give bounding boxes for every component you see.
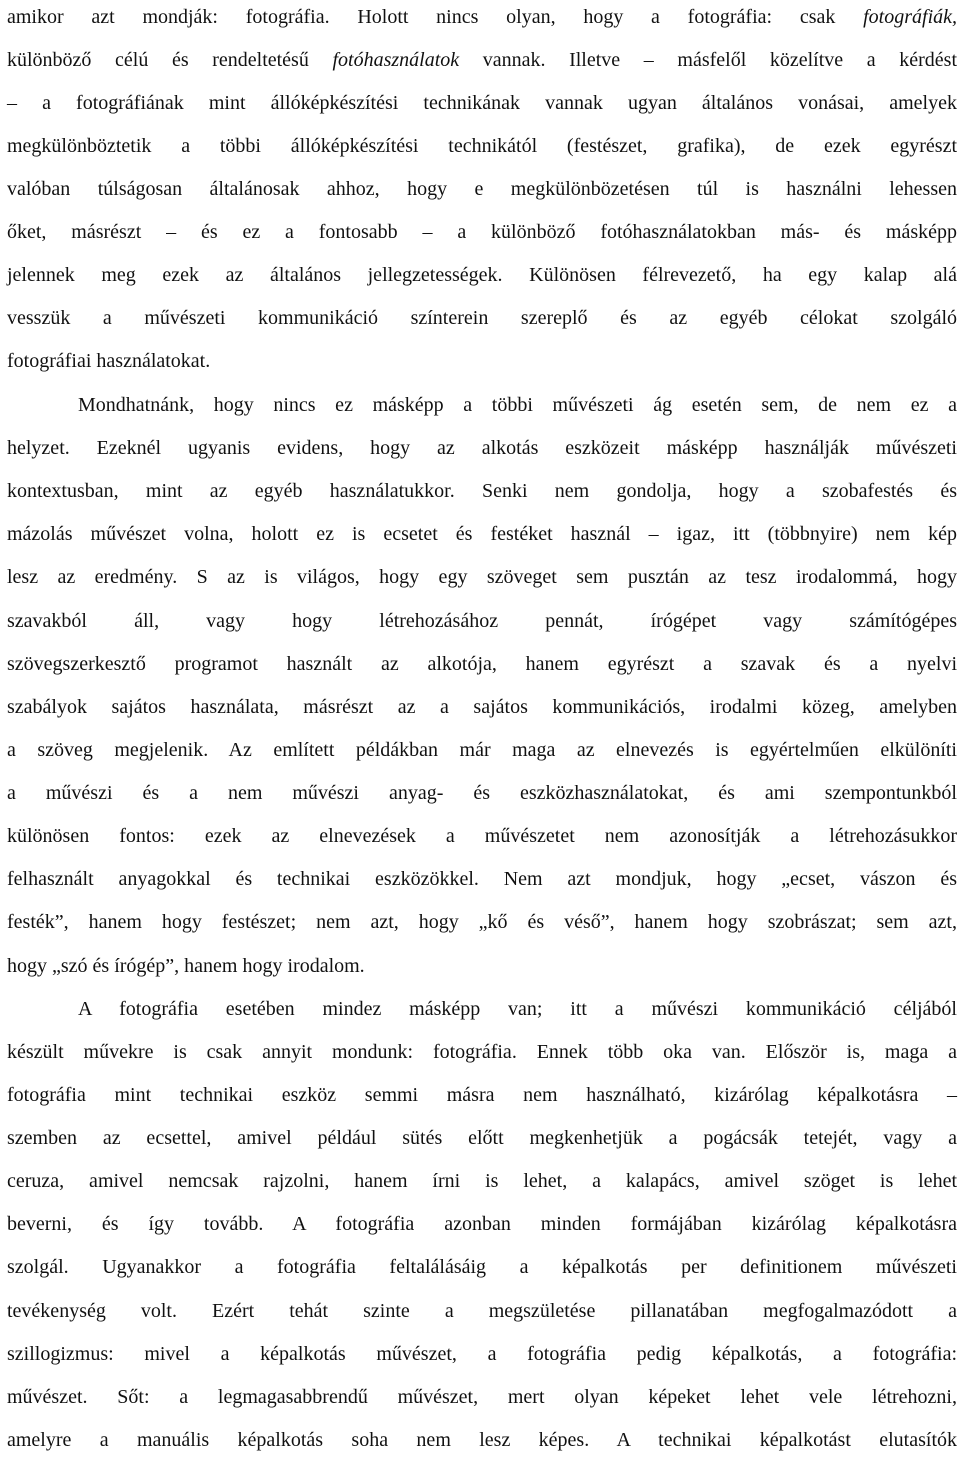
text-line: fotográfiai használatokat. xyxy=(7,350,211,372)
text-line: fotográfia mint technikai eszköz semmi másra nem használható, kizárólag képalkotásra – xyxy=(7,1084,957,1106)
text-line: mázolás művészet volna, holott ez is ecsetet és festéket használ – igaz, itt (többnyire) nem kép xyxy=(7,523,957,545)
text-line: ceruza, amivel nemcsak rajzolni, hanem írni is lehet, a kalapács, amivel szöget is lehet xyxy=(7,1170,957,1192)
text-line: tevékenység volt. Ezért tehát szinte a megszületése pillanatában megfogalmazódott a xyxy=(7,1300,957,1322)
text-line: a művészi és a nem művészi anyag- és eszközhasználatokat, és ami szempontunkból xyxy=(7,782,957,804)
text-line: művészet. Sőt: a legmagasabbrendű művészet, mert olyan képeket lehet vele létrehozni, xyxy=(7,1386,957,1408)
text-line: helyzet. Ezeknél ugyanis evidens, hogy az alkotás eszközeit másképp használják művészeti xyxy=(7,437,957,459)
text-line: kontextusban, mint az egyéb használatukkor. Senki nem gondolja, hogy a szobafestés és xyxy=(7,480,957,502)
text-line: készült művekre is csak annyit mondunk: fotográfia. Ennek több oka van. Először is, maga a xyxy=(7,1041,957,1063)
text-line: felhasznált anyagokkal és technikai eszközökkel. Nem azt mondjuk, hogy „ecset, vászon és xyxy=(7,868,957,890)
text-line: jelennek meg ezek az általános jellegzetességek. Különösen félrevezető, ha egy kalap alá xyxy=(7,264,957,286)
text-line: szolgál. Ugyanakkor a fotográfia feltalálásáig a képalkotás per definitionem művészeti xyxy=(7,1256,957,1278)
text-line: beverni, és így tovább. A fotográfia azonban minden formájában kizárólag képalkotásra xyxy=(7,1213,957,1235)
text-line: őket, másrészt – és ez a fontosabb – a különböző fotóhasználatokban más- és másképp xyxy=(7,221,957,243)
text-line: festék”, hanem hogy festészet; nem azt, hogy „kő és véső”, hanem hogy szobrászat; sem azt, xyxy=(7,911,957,933)
text-line: valóban túlságosan általánosak ahhoz, hogy e megkülönbözetésen túl is használni lehessen xyxy=(7,178,957,200)
text-line: vesszük a művészeti kommunikáció színterein szereplő és az egyéb célokat szolgáló xyxy=(7,307,957,329)
text-line: amikor azt mondják: fotográfia. Holott nincs olyan, hogy a fotográfia: csak fotográfiák, xyxy=(7,6,957,28)
text-line: megkülönböztetik a többi állóképkészítési technikától (festészet, grafika), de ezek egyrészt xyxy=(7,135,957,157)
text-line: szövegszerkesztő programot használt az alkotója, hanem egyrészt a szavak és a nyelvi xyxy=(7,653,957,675)
text-line: szabályok sajátos használata, másrészt az a sajátos kommunikációs, irodalmi közeg, amelyben xyxy=(7,696,957,718)
text-line: amelyre a manuális képalkotás soha nem lesz képes. A technikai képalkotást elutasítók xyxy=(7,1429,957,1451)
text-line: különböző célú és rendeltetésű fotóhasználatok vannak. Illetve – másfelől közelítve a kérdést xyxy=(7,49,957,71)
text-line: szillogizmus: mivel a képalkotás művészet, a fotográfia pedig képalkotás, a fotográfia: xyxy=(7,1343,957,1365)
text-line: szemben az ecsettel, amivel például sütés előtt megkenhetjük a pogácsák tetejét, vagy a xyxy=(7,1127,957,1149)
text-line: lesz az eredmény. S az is világos, hogy egy szöveget sem pusztán az tesz irodalommá, hogy xyxy=(7,566,957,588)
text-line: – a fotográfiának mint állóképkészítési technikának vannak ugyan általános vonásai, amelyek xyxy=(7,92,957,114)
text-line: szavakból áll, vagy hogy létrehozásához pennát, írógépet vagy számítógépes xyxy=(7,610,957,632)
text-line: Mondhatnánk, hogy nincs ez másképp a többi művészeti ág esetén sem, de nem ez a xyxy=(78,394,957,416)
text-line: A fotográfia esetében mindez másképp van; itt a művészi kommunikáció céljából xyxy=(78,998,957,1020)
text-line: a szöveg megjelenik. Az említett példákban már maga az elnevezés is egyértelműen elkülöníti xyxy=(7,739,957,761)
text-line: különösen fontos: ezek az elnevezések a művészetet nem azonosítják a létrehozásukkor xyxy=(7,825,957,847)
text-line: hogy „szó és írógép”, hanem hogy irodalom. xyxy=(7,955,365,977)
